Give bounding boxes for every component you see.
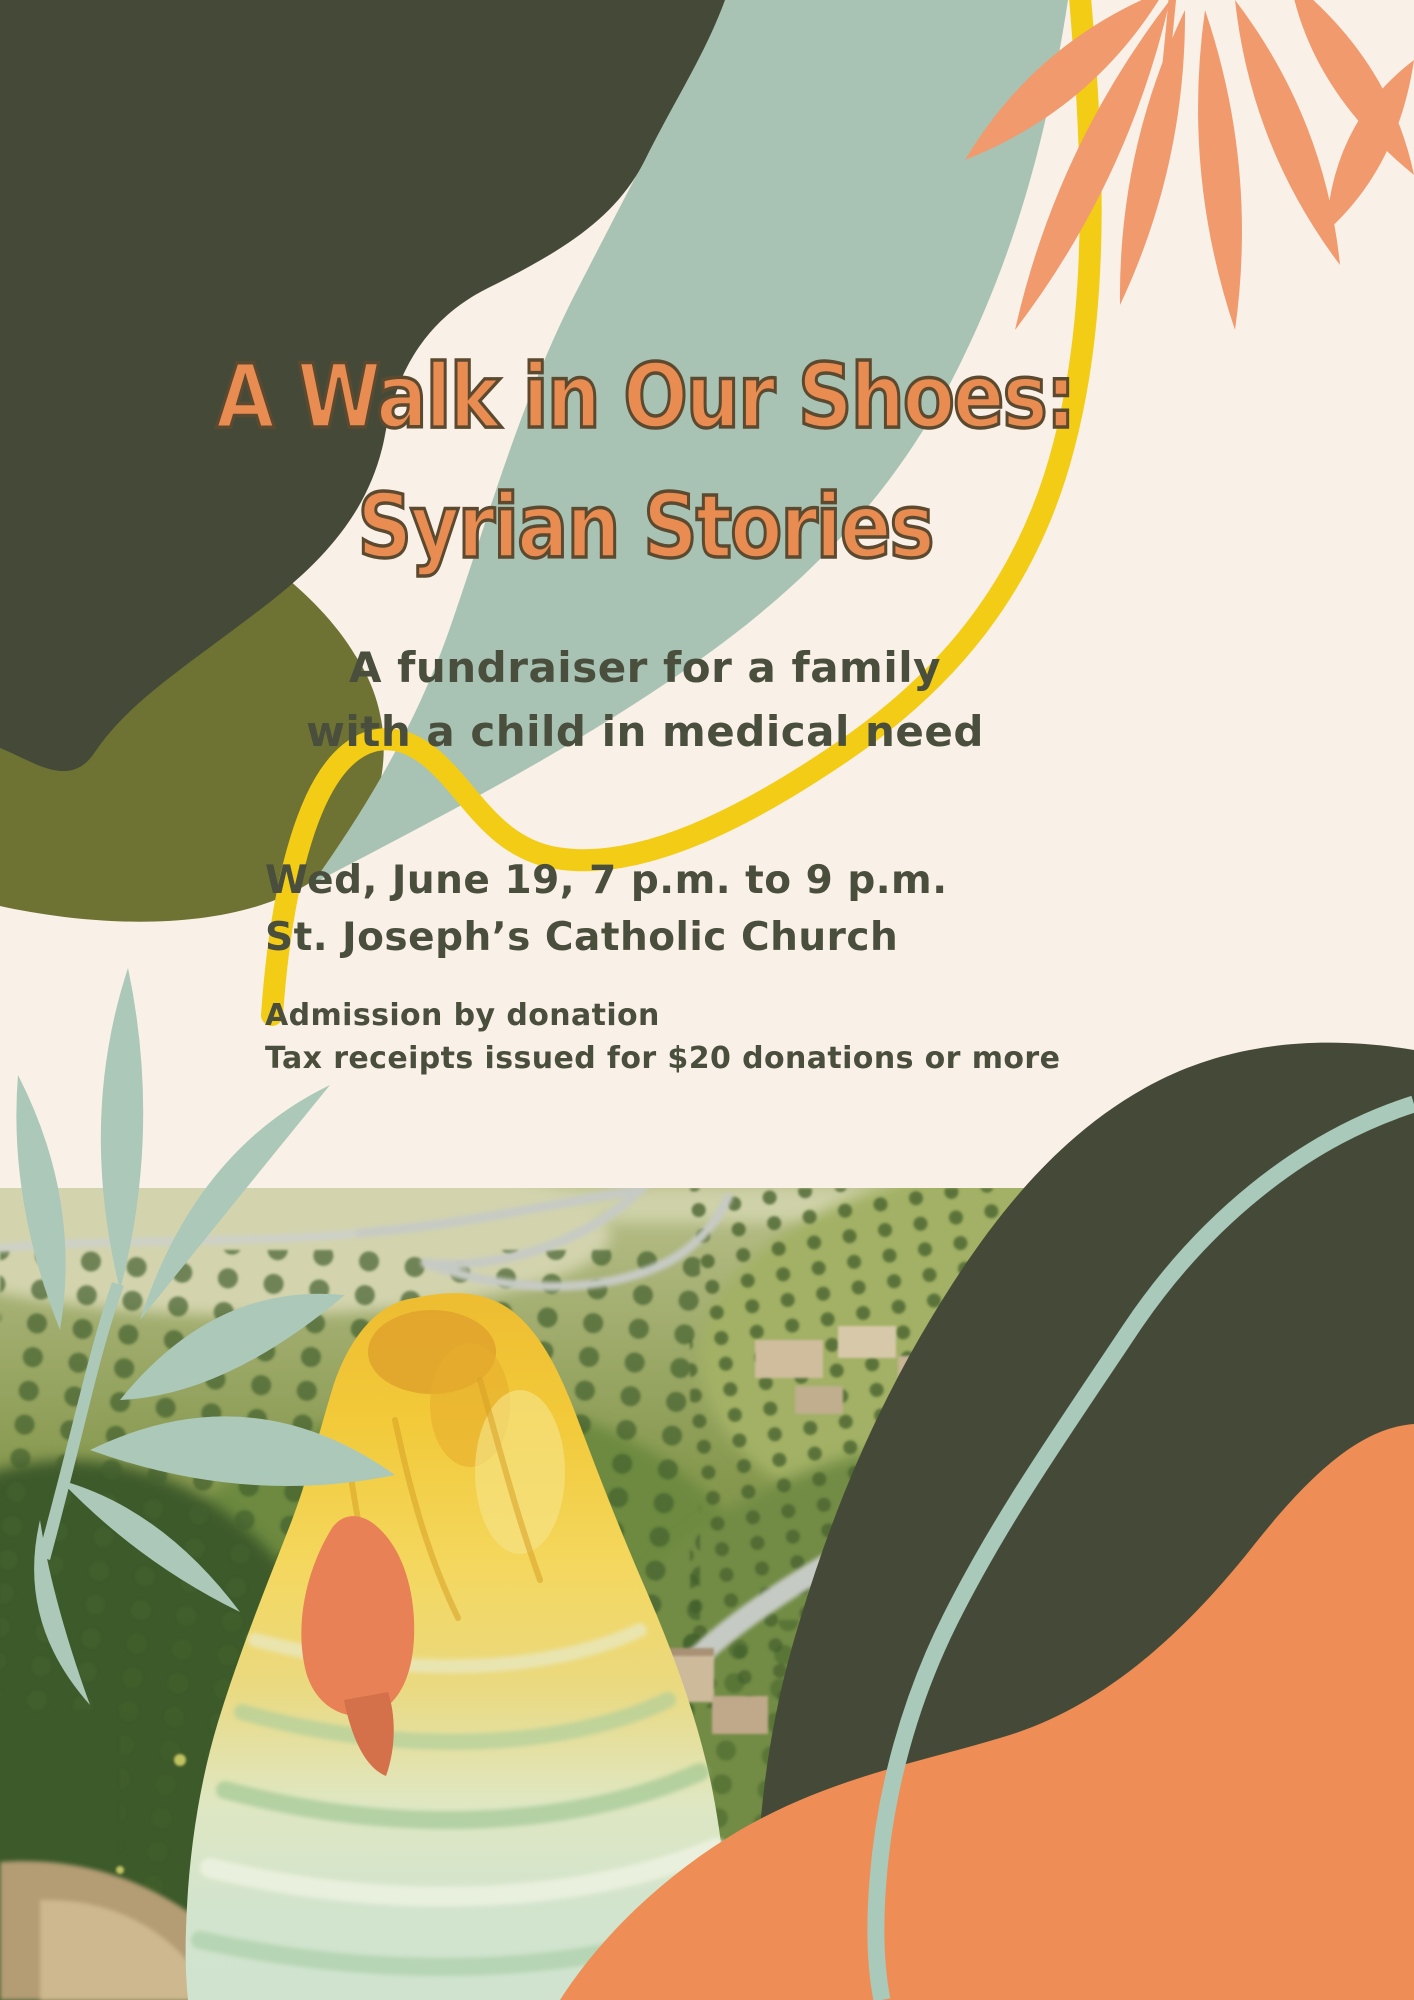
poster-subtitle	[0, 636, 1352, 764]
subtitle-line1: A fundraiser for a family	[348, 643, 941, 692]
poster-title-line1: A Walk in Our Shoes:	[215, 344, 1075, 449]
admission-info	[265, 994, 1060, 1080]
tax-receipt-note: Tax receipts issued for $20 donations or more	[265, 1041, 1061, 1076]
admission-note: Admission by donation	[265, 998, 660, 1033]
event-details	[265, 852, 948, 966]
poster-title-line2: Syrian Stories	[357, 474, 933, 579]
subtitle-line2: with a child in medical need	[306, 707, 984, 756]
event-datetime: Wed, June 19, 7 p.m. to 9 p.m.	[265, 858, 948, 903]
event-location: St. Joseph’s Catholic Church	[265, 915, 899, 960]
